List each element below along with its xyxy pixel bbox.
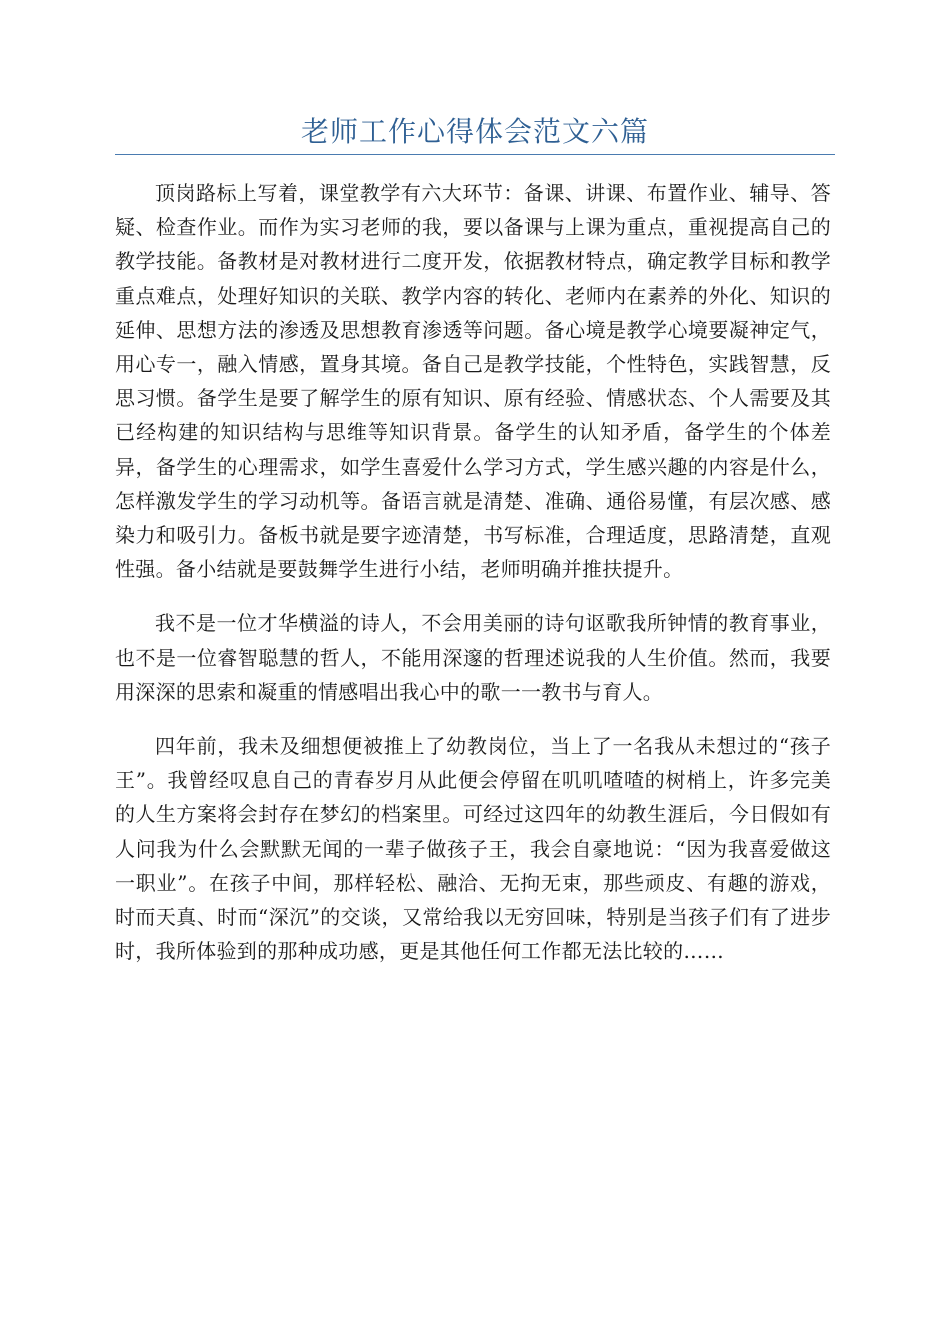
paragraph-teaching-song: 我不是一位才华横溢的诗人，不会用美丽的诗句讴歌我所钟情的教育事业，也不是一位睿智聪慧的哲人，不能用深邃的哲理述说我的人生价值。然而，我要用深深的思索和凝重的情感唱出我心中的歌一一教书与育人。 <box>115 611 831 704</box>
document-title: 老师工作心得体会范文六篇 <box>300 115 649 148</box>
paragraph-lesson-preparation: 顶岗路标上写着，课堂教学有六大环节：备课、讲课、布置作业、辅导、答疑、检查作业。而作为实习老师的我，要以备课与上课为重点，重视提高自己的教学技能。备教材是对教材进行二度开发，依据教材特点，确定教学目标和教学重点难点，处理好知识的关联、教学内容的转化、老师内在素养的外化、知识的延伸、思想方法的渗透及思想教育渗透等问题。备心境是教学心境要凝神定气，用心专一，融入情感，置身其境。备自己是教学技能，个性特色，实践智慧，反思习惯。备学生是要了解学生的原有知识、原有经验、情感状态、个人需要及其已经构建的知识结构与思维等知识背景。备学生的认知矛盾，备学生的个体差异，备学生的心理需求，如学生喜爱什么学习方式，学生感兴趣的内容是什么，怎样激发学生的学习动机等。备语言就是清楚、准确、通俗易懂，有层次感、感染力和吸引力。备板书就是要字迹清楚，书写标准，合理适度，思路清楚，直观性强。备小结就是要鼓舞学生进行小结，老师明确并推扶提升。 <box>115 181 831 582</box>
paragraph-kindergarten-career: 四年前，我未及细想便被推上了幼教岗位，当上了一名我从未想过的“孩子王”。我曾经叹息自己的青春岁月从此便会停留在叽叽喳喳的树梢上，许多完美的人生方案将会封存在梦幻的档案里。可经过这四年的幼教生涯后，今日假如有人问我为什么会默默无闻的一辈子做孩子王，我会自豪地说：“因为我喜爱做这一职业”。在孩子中间，那样轻松、融洽、无拘无束，那些顽皮、有趣的游戏，时而天真、时而“深沉”的交谈，又常给我以无穷回味，特别是当孩子们有了进步时，我所体验到的那种成功感，更是其他任何工作都无法比较的…… <box>115 734 831 964</box>
document-body <box>115 176 831 988</box>
title-underline <box>115 154 835 155</box>
